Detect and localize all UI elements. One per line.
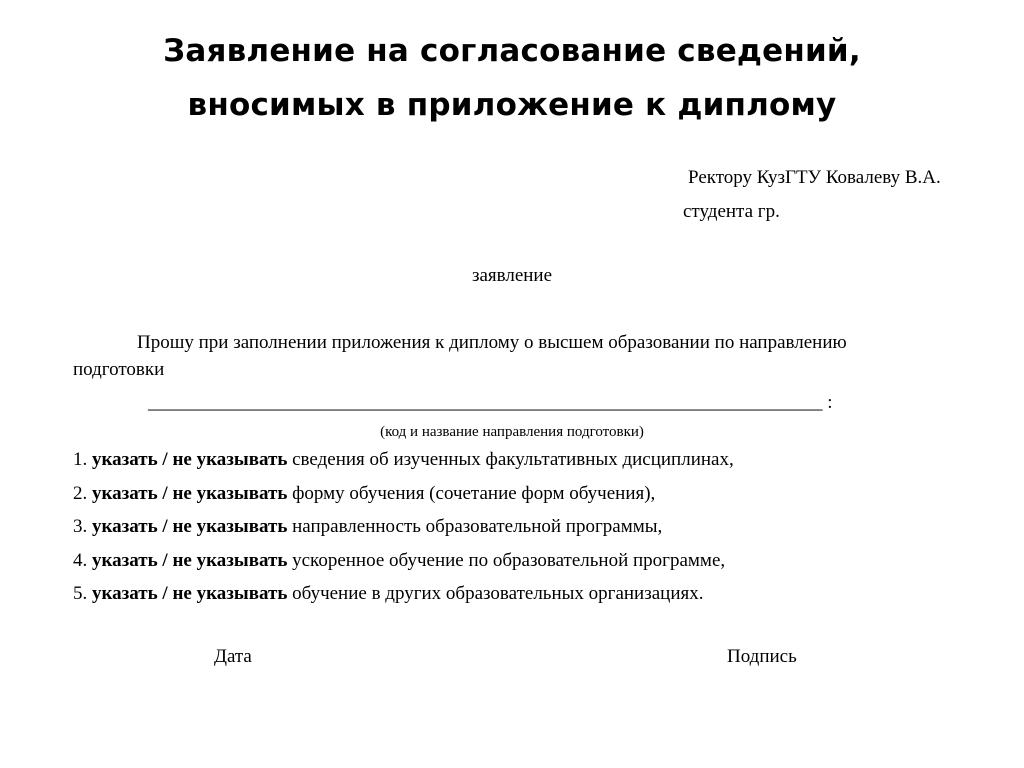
request-text-line-1: Прошу при заполнении приложения к диплому о высшем образовании по направлению <box>137 332 847 353</box>
item-number: 3. <box>73 516 88 537</box>
request-text-line-2: подготовки <box>73 359 165 380</box>
direction-caption: (код и название направления подготовки) <box>380 424 644 440</box>
item-number: 5. <box>73 583 88 604</box>
title-line-1: Заявление на согласование сведений, <box>163 33 861 69</box>
item-text: обучение в других образовательных организациях. <box>292 583 704 604</box>
list-item <box>73 550 734 572</box>
page-title <box>0 24 1024 132</box>
addressee-rector: Ректору КузГТУ Ковалеву В.А. <box>688 167 941 188</box>
list-item <box>73 483 734 505</box>
item-number: 2. <box>73 482 88 504</box>
item-text: форму обучения (сочетание форм обучения), <box>292 482 656 504</box>
options-list <box>73 449 734 617</box>
list-item <box>73 583 734 605</box>
item-choice: указать / не указывать <box>92 482 288 504</box>
addressee-student-group: студента гр. <box>683 201 780 222</box>
item-text: сведения об изученных факультативных дисциплинах, <box>292 449 734 470</box>
item-choice: указать / не указывать <box>92 516 288 537</box>
document-heading: заявление <box>471 265 553 286</box>
list-item <box>73 516 734 538</box>
item-number: 4. <box>73 549 88 571</box>
item-number: 1. <box>73 449 88 470</box>
item-text: направленность образовательной программы, <box>292 516 663 537</box>
item-text: ускоренное обучение по образовательной программе, <box>292 549 726 571</box>
direction-blank-line: _______________________________________________________________________ : <box>148 392 833 413</box>
list-item <box>73 449 734 471</box>
item-choice: указать / не указывать <box>92 549 288 571</box>
date-label: Дата <box>214 646 252 667</box>
item-choice: указать / не указывать <box>92 583 288 604</box>
title-line-2: вносимых в приложение к диплому <box>187 87 837 123</box>
signature-label: Подпись <box>727 646 797 667</box>
item-choice: указать / не указывать <box>92 449 288 470</box>
